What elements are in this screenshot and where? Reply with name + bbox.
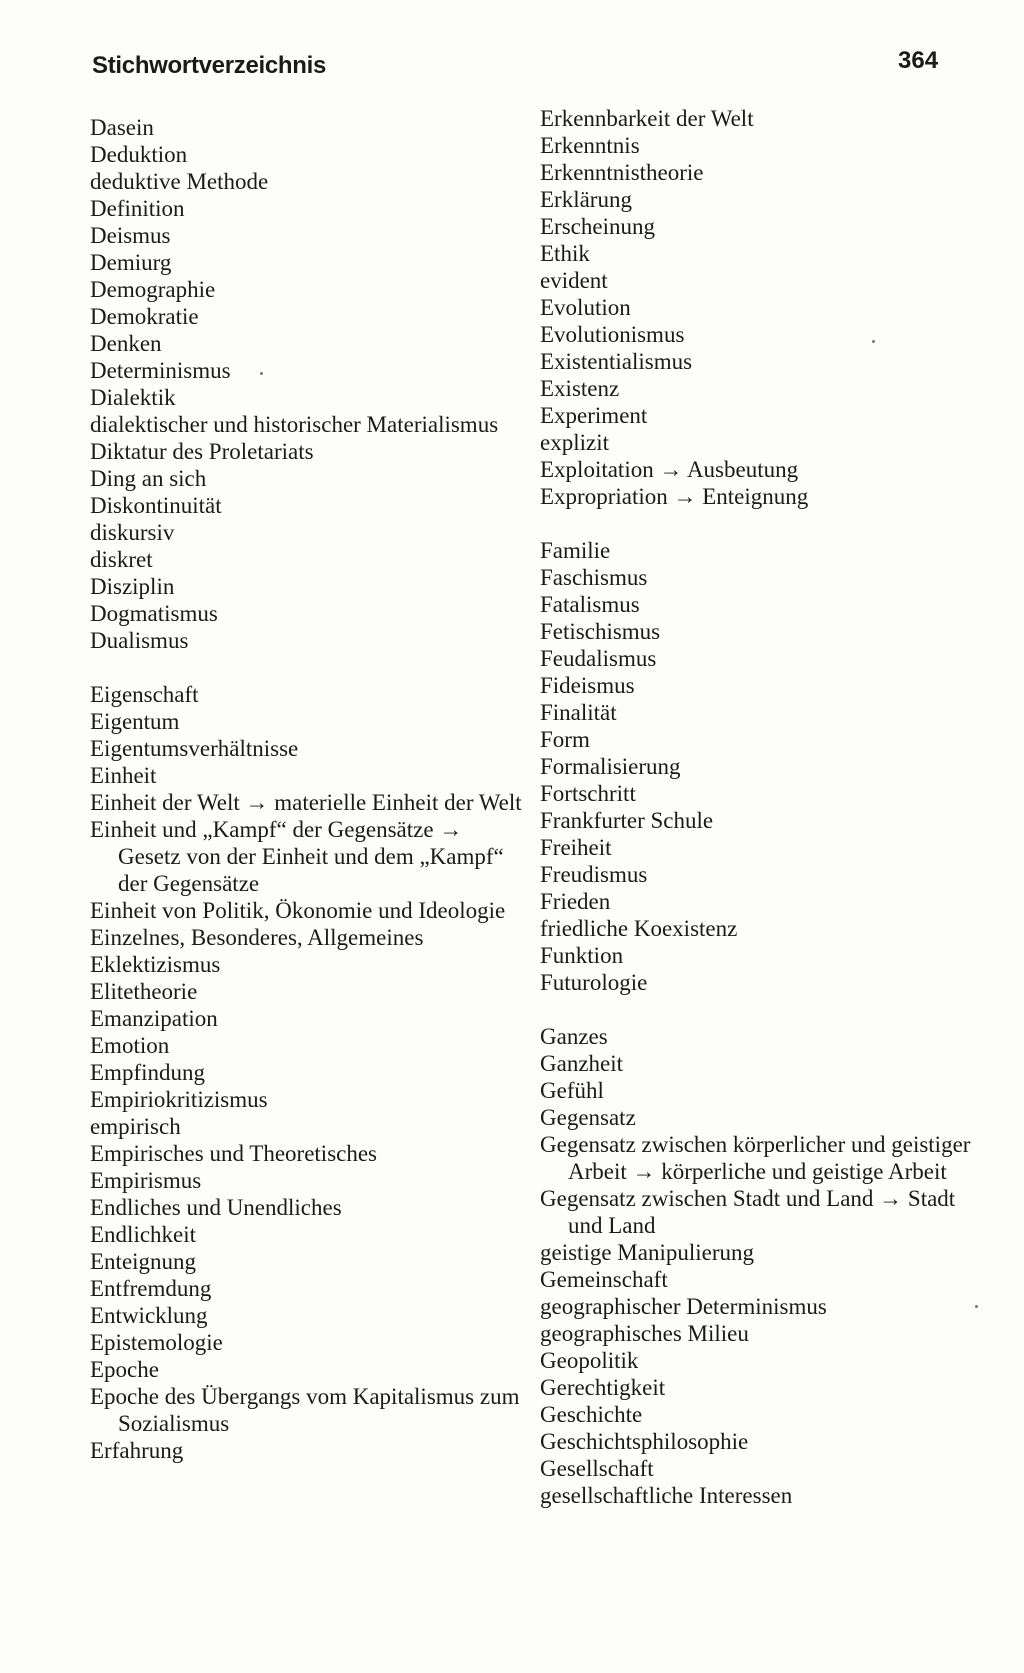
index-entry: geistige Manipulierung bbox=[540, 1240, 754, 1265]
index-entry: Ganzes bbox=[540, 1024, 608, 1049]
index-entry: Deduktion bbox=[90, 142, 188, 167]
index-entry: Epoche bbox=[90, 1357, 159, 1382]
print-speck bbox=[260, 372, 263, 375]
index-entry: Determinismus bbox=[90, 358, 231, 383]
index-entry: Ding an sich bbox=[90, 466, 207, 491]
index-entry: Geschichte bbox=[540, 1402, 643, 1427]
index-entry: Experiment bbox=[540, 403, 648, 428]
index-entry: gesellschaftliche Interessen bbox=[540, 1483, 793, 1508]
index-entry: Einheit und „Kampf“ der Gegensätze → Gesetz von der Einheit und dem „Kampf“ der Gegensätze bbox=[90, 817, 504, 896]
index-entry: dialektischer und historischer Materialismus bbox=[90, 412, 499, 437]
index-entry: friedliche Koexistenz bbox=[540, 916, 738, 941]
index-entry: Definition bbox=[90, 196, 185, 221]
index-entry: Demiurg bbox=[90, 250, 172, 275]
index-entry: Dialektik bbox=[90, 385, 176, 410]
index-entry: Eigenschaft bbox=[90, 682, 199, 707]
index-entry: deduktive Methode bbox=[90, 169, 269, 194]
index-entry: Futurologie bbox=[540, 970, 648, 995]
index-entry: geographischer Determinismus bbox=[540, 1294, 827, 1319]
index-entry: Frankfurter Schule bbox=[540, 808, 714, 833]
print-speck bbox=[975, 1305, 978, 1308]
group-separator bbox=[90, 654, 510, 681]
index-entry: Familie bbox=[540, 538, 611, 563]
index-entry: Gegensatz zwischen Stadt und Land → Stadt und Land bbox=[540, 1186, 956, 1238]
index-entry: Fetischismus bbox=[540, 619, 661, 644]
index-entry: evident bbox=[540, 268, 608, 293]
index-entry: Erfahrung bbox=[90, 1438, 184, 1463]
index-entry: Erkenntnistheorie bbox=[540, 160, 704, 185]
index-entry: Ethik bbox=[540, 241, 590, 266]
index-entry: Eigentumsverhältnisse bbox=[90, 736, 299, 761]
index-entry: Epoche des Übergangs vom Kapitalismus zum Sozialismus bbox=[90, 1384, 520, 1436]
index-entry: diskursiv bbox=[90, 520, 175, 545]
group-separator bbox=[540, 996, 960, 1023]
index-entry: Endliches und Unendliches bbox=[90, 1195, 342, 1220]
index-entry: geographisches Milieu bbox=[540, 1321, 749, 1346]
index-entry: Finalität bbox=[540, 700, 617, 725]
index-entry: Expropriation → Enteignung bbox=[540, 484, 809, 509]
index-entry: Gegensatz bbox=[540, 1105, 636, 1130]
index-entry: Geschichtsphilosophie bbox=[540, 1429, 749, 1454]
index-entry: Exploitation → Ausbeutung bbox=[540, 457, 799, 482]
index-entry: Fideismus bbox=[540, 673, 635, 698]
index-entry: Gemeinschaft bbox=[540, 1267, 668, 1292]
index-entry: Faschismus bbox=[540, 565, 648, 590]
index-entry: Demographie bbox=[90, 277, 216, 302]
index-entry: Einheit bbox=[90, 763, 157, 788]
index-entry: empirisch bbox=[90, 1114, 181, 1139]
index-entry: Gesellschaft bbox=[540, 1456, 654, 1481]
group-separator bbox=[540, 510, 960, 537]
index-entry: Empirisches und Theoretisches bbox=[90, 1141, 378, 1166]
index-entry: Dualismus bbox=[90, 628, 189, 653]
index-entry: Existentialismus bbox=[540, 349, 693, 374]
index-entry: Disziplin bbox=[90, 574, 175, 599]
index-entry: Funktion bbox=[540, 943, 624, 968]
page-number: 364 bbox=[898, 47, 939, 74]
index-entry: Existenz bbox=[540, 376, 620, 401]
index-entry: Einheit von Politik, Ökonomie und Ideologie bbox=[90, 898, 506, 923]
index-entry: Evolution bbox=[540, 295, 631, 320]
print-speck bbox=[872, 340, 875, 343]
index-entry: Eklektizismus bbox=[90, 952, 221, 977]
index-entry: Deismus bbox=[90, 223, 171, 248]
index-entry: Empirismus bbox=[90, 1168, 202, 1193]
index-entry: Fortschritt bbox=[540, 781, 636, 806]
index-entry: Empiriokritizismus bbox=[90, 1087, 268, 1112]
index-entry: diskret bbox=[90, 547, 153, 572]
index-entry: Erklärung bbox=[540, 187, 632, 212]
index-entry: explizit bbox=[540, 430, 609, 455]
index-entry: Gegensatz zwischen körperlicher und geistiger Arbeit → körperliche und geistige Arbeit bbox=[540, 1132, 971, 1184]
index-entry: Emanzipation bbox=[90, 1006, 218, 1031]
index-entry: Empfindung bbox=[90, 1060, 205, 1085]
index-entry: Erkenntnis bbox=[540, 133, 640, 158]
index-entry: Fatalismus bbox=[540, 592, 640, 617]
index-entry: Evolutionismus bbox=[540, 322, 685, 347]
index-entry: Dogmatismus bbox=[90, 601, 218, 626]
index-entry: Erkennbarkeit der Welt bbox=[540, 106, 754, 131]
index-entry: Entwicklung bbox=[90, 1303, 208, 1328]
page-title: Stichwortverzeichnis bbox=[92, 52, 327, 79]
index-entry: Denken bbox=[90, 331, 162, 356]
index-entry: Enteignung bbox=[90, 1249, 197, 1274]
index-entry: Feudalismus bbox=[540, 646, 657, 671]
index-entry: Demokratie bbox=[90, 304, 199, 329]
index-entry: Diktatur des Proletariats bbox=[90, 439, 314, 464]
index-entry: Frieden bbox=[540, 889, 611, 914]
index-entry: Einheit der Welt → materielle Einheit der Welt bbox=[90, 790, 522, 815]
index-column-right bbox=[540, 105, 971, 1509]
index-entry: Elitetheorie bbox=[90, 979, 198, 1004]
index-entry: Diskontinuität bbox=[90, 493, 222, 518]
index-entry: Erscheinung bbox=[540, 214, 655, 239]
index-column-left bbox=[90, 114, 522, 1464]
index-entry: Epistemologie bbox=[90, 1330, 223, 1355]
index-entry: Formalisierung bbox=[540, 754, 681, 779]
index-entry: Gefühl bbox=[540, 1078, 604, 1103]
index-entry: Geopolitik bbox=[540, 1348, 639, 1373]
index-entry: Emotion bbox=[90, 1033, 170, 1058]
index-entry: Ganzheit bbox=[540, 1051, 624, 1076]
index-entry: Freudismus bbox=[540, 862, 648, 887]
index-entry: Eigentum bbox=[90, 709, 180, 734]
index-entry: Einzelnes, Besonderes, Allgemeines bbox=[90, 925, 424, 950]
index-entry: Freiheit bbox=[540, 835, 612, 860]
index-entry: Form bbox=[540, 727, 590, 752]
index-entry: Gerechtigkeit bbox=[540, 1375, 666, 1400]
index-entry: Dasein bbox=[90, 115, 154, 140]
index-entry: Endlichkeit bbox=[90, 1222, 197, 1247]
index-entry: Entfremdung bbox=[90, 1276, 212, 1301]
